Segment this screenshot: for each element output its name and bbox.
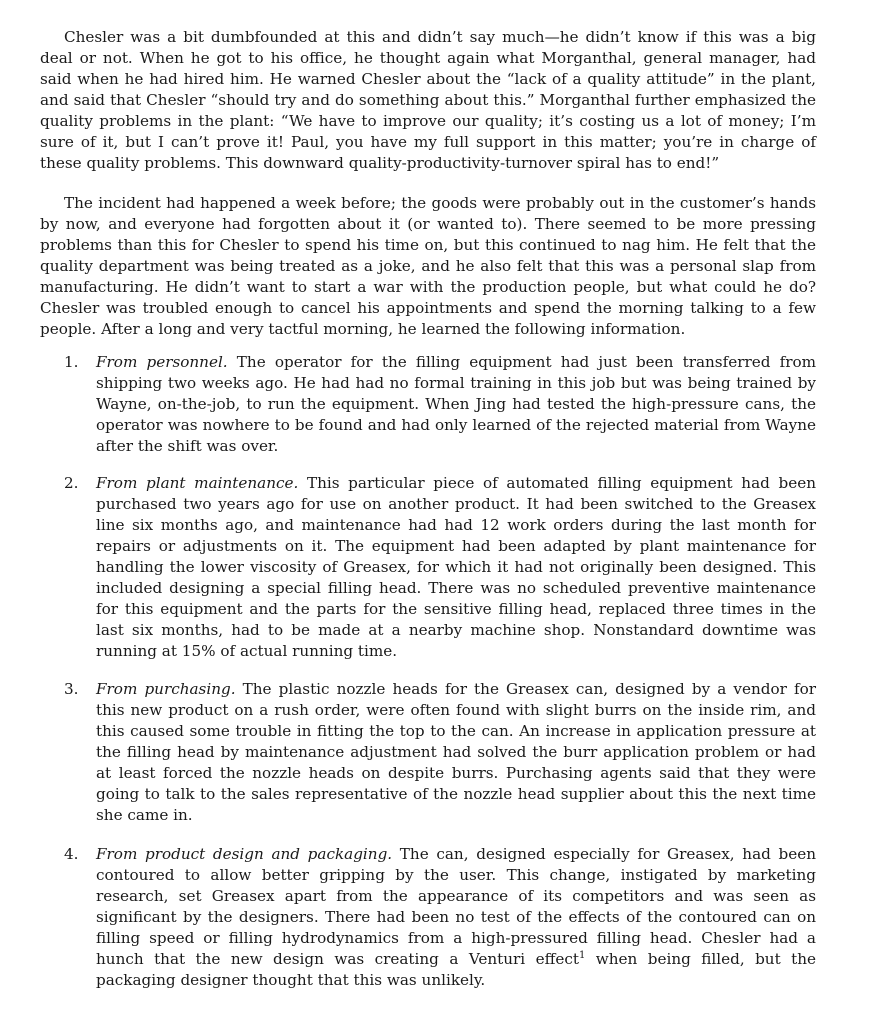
finding-body (96, 473, 816, 662)
finding-item-plant-maintenance (64, 473, 816, 662)
paragraph-incident-background: The incident had happened a week before; the goods were probably out in the customer’s hands by now, and everyone had forgotten about it (or wanted to). There seemed to be more pressing problems than this for Chesler to spend his time on, but this continued to nag him. He felt that the quality department was being treated as a joke, and he also felt that this was a personal slap from manufacturing. He didn’t want to start a war with the production people, but what could he do? Chesler was troubled enough to cancel his appointments and spend the morning talking to a few people. After a long and very tactful morning, he learned the following information. (40, 194, 816, 338)
finding-lead: From product design and packaging. (96, 845, 393, 863)
finding-lead: From personnel. (96, 353, 228, 371)
finding-text: The plastic nozzle heads for the Greasex can, designed by a vendor for this new product on a rush order, were often found with slight burrs on the inside rim, and this caused some trouble in fitting the top to the can. An increase in application pressure at the filling head by maintenance adjustment had solved the burr application problem or had at least forced the nozzle heads on despite burrs. Purchasing agents said that they were going to talk to the sales representative of the nozzle head supplier about this the next time she came in. (96, 680, 817, 824)
finding-item-personnel (64, 352, 816, 457)
finding-number: 3. (64, 680, 79, 698)
finding-item-purchasing (64, 679, 816, 826)
finding-body (96, 352, 816, 457)
finding-number: 2. (64, 474, 79, 492)
finding-lead: From plant maintenance. (96, 474, 299, 492)
finding-text: The operator for the filling equipment had just been transferred from shipping two weeks ago. He had had no formal training in this job but was being trained by Wayne, on-the-job, to run the equipment. When Jing had tested the high-pressure cans, the operator was nowhere to be found and had only learned of the rejected material from Wayne after the shift was over. (96, 353, 816, 455)
finding-number: 4. (64, 845, 79, 863)
finding-item-product-design (64, 844, 816, 991)
paragraph-chesler-reaction: Chesler was a bit dumbfounded at this and didn’t say much—he didn’t know if this was a big deal or not. When he got to his office, he thought again what Morganthal, general manager, had said when he had hired him. He warned Chesler about the “lack of a quality attitude” in the plant, and said that Chesler “should try and do something about this.” Morganthal further emphasized the quality problems in the plant: “We have to improve our quality; it’s costing us a lot of money; I’m sure of it, but I can’t prove it! Paul, you have my full support in this matter; you’re in charge of these quality problems. This downward quality-productivity-turnover spiral has to end!” (40, 28, 816, 172)
finding-text-continued: when being filled, but the packaging designer thought that this was unlikely. (96, 950, 816, 989)
finding-body (96, 844, 816, 991)
finding-body (96, 679, 816, 826)
finding-lead: From purchasing. (96, 680, 236, 698)
footnote-marker: 1 (578, 949, 586, 961)
finding-number: 1. (64, 353, 79, 371)
finding-text: The can, designed especially for Greasex, had been contoured to allow better gripping by the user. This change, instigated by marketing research, set Greasex apart from the appearance of its competitors and was seen as significant by the designers. There had been no test of the effects of the contoured can on filling speed or filling hydrodynamics from a high-pressured filling head. Chesler had a hunch that the new design was creating a Venturi effect (96, 845, 816, 968)
finding-text: This particular piece of automated filling equipment had been purchased two years ago for use on another product. It had been switched to the Greasex line six months ago, and maintenance had had 12 work orders during the last month for repairs or adjustments on it. The equipment had been adapted by plant maintenance for handling the lower viscosity of Greasex, for which it had not originally been designed. This included designing a special filling head. There was no scheduled preventive maintenance for this equipment and the parts for the sensitive filling head, replaced three times in the last six months, had to be made at a nearby machine shop. Nonstandard downtime was running at 15% of actual running time. (96, 474, 816, 660)
